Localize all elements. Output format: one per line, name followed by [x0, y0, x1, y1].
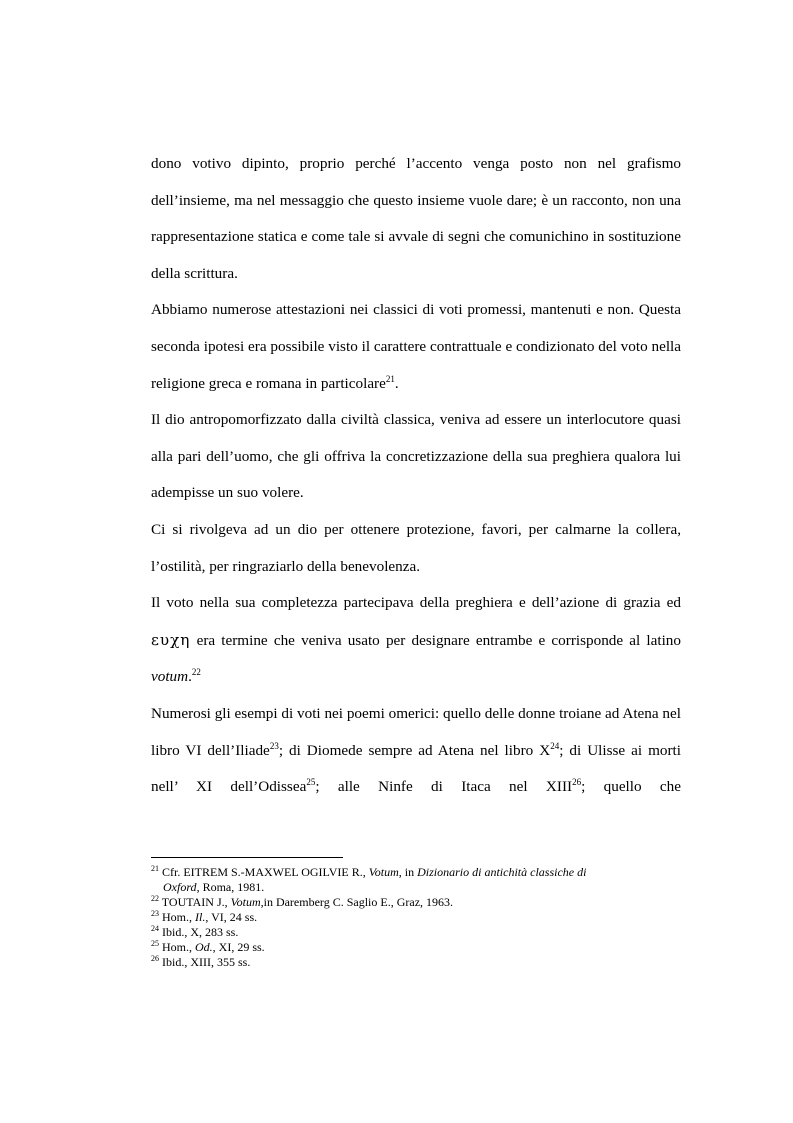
- footnote-ref-25[interactable]: 25: [306, 777, 316, 788]
- paragraph-4: [151, 512, 681, 585]
- footnote-italic: Od.: [195, 940, 213, 954]
- footnote-22: [151, 895, 681, 910]
- footnote-number: 25: [151, 939, 159, 948]
- footnote-number: 23: [151, 909, 159, 918]
- paragraph-2-text: Abbiamo numerose attestazioni nei classici di voti promessi, mantenuti e non. Questa seconda ipotesi era possibile visto il carattere contrattuale e condizionato del voto nella religione greca e romana in particolare: [151, 301, 681, 392]
- footnote-number: 22: [151, 894, 159, 903]
- paragraph-5-end: .: [188, 668, 192, 686]
- footnote-text: , in: [398, 865, 415, 879]
- paragraph-1-text: dono votivo dipinto, proprio perché l’accento venga posto non nel grafismo dell’insieme, ma nel messaggio che questo insieme vuole dare; è un racconto, non una rappresentazione statica e come tale si avvale di segni che comunichino in sostituzione della scrittura.: [151, 155, 681, 282]
- footnote-text: Hom.,: [162, 910, 192, 924]
- paragraph-2-end: .: [394, 374, 399, 392]
- paragraph-4-text: Ci si rivolgeva ad un dio per ottenere protezione, favori, per calmarne la collera, l’ostilità, per ringraziarlo della benevolenza.: [151, 520, 681, 575]
- paragraph-6-text-e: ; quello che: [581, 778, 682, 796]
- footnote-ref-26[interactable]: 26: [572, 777, 582, 788]
- paragraph-6-text-b: ; di Diomede sempre ad Atena nel libro X: [278, 741, 551, 759]
- footnote-text: , XI, 29 ss.: [212, 940, 265, 954]
- footnote-23: [151, 910, 681, 925]
- paragraph-5-text-b: era termine che veniva usato per designare entrambe e corrisponde al latino: [196, 631, 681, 649]
- footnote-italic: Votum,: [230, 895, 264, 909]
- footnote-text: Hom.,: [162, 940, 192, 954]
- footnote-continuation: [151, 880, 681, 895]
- footnote-italic: Oxford: [163, 880, 197, 894]
- footnote-number: 26: [151, 954, 159, 963]
- greek-word: ευχη: [151, 630, 191, 649]
- footnote-text: , VI, 24 ss.: [205, 910, 258, 924]
- footnote-italic: Il.: [195, 910, 206, 924]
- footnote-24: [151, 925, 681, 940]
- paragraph-6-text-c: ; di Ulisse ai morti nell’ XI dell’Odissea: [151, 741, 681, 796]
- paragraph-6-text-d: ; alle Ninfe di Itaca nel XIII: [315, 778, 573, 796]
- footnote-21: [151, 865, 681, 895]
- footnote-text: Cfr. EITREM S.-MAXWEL OGILVIE R.,: [162, 865, 366, 879]
- footnote-text: in Daremberg C. Saglio E., Graz, 1963.: [263, 895, 454, 909]
- footnote-ref-22[interactable]: 22: [191, 667, 201, 678]
- footnote-separator: [151, 857, 343, 858]
- footnote-text: TOUTAIN J.,: [161, 895, 228, 909]
- footnote-italic: Votum: [368, 865, 399, 879]
- paragraph-2: [151, 292, 681, 402]
- footnote-ref-24[interactable]: 24: [550, 740, 560, 751]
- latin-word: votum: [151, 668, 189, 686]
- footnote-italic: Dizionario di antichità classiche di: [417, 865, 587, 879]
- footnotes: [151, 857, 681, 970]
- paragraph-3: [151, 402, 681, 512]
- footnote-text: Ibid., XIII, 355 ss.: [162, 955, 251, 969]
- footnote-ref-23[interactable]: 23: [269, 740, 279, 751]
- paragraph-5: [151, 585, 681, 696]
- footnote-text: , Roma, 1981.: [196, 880, 265, 894]
- body-text: [151, 146, 681, 806]
- paragraph-6-text-a: Numerosi gli esempi di voti nei poemi omerici: quello delle donne troiane ad Atena nel libro VI dell’Iliade: [151, 704, 681, 759]
- footnote-number: 24: [151, 924, 159, 933]
- paragraph-3-text: Il dio antropomorfizzato dalla civiltà classica, veniva ad essere un interlocutore quasi alla pari dell’uomo, che gli offriva la concretizzazione della sua preghiera qualora lui adempisse un suo volere.: [151, 411, 681, 502]
- paragraph-5-text-a: Il voto nella sua completezza partecipava della preghiera e dell’azione di grazia ed: [151, 594, 681, 612]
- footnote-text: Ibid., X, 283 ss.: [162, 925, 239, 939]
- footnote-ref-21[interactable]: 21: [385, 373, 395, 384]
- footnote-25: [151, 940, 681, 955]
- paragraph-1: [151, 146, 681, 292]
- footnote-number: 21: [151, 864, 159, 873]
- paragraph-6: [151, 696, 681, 806]
- footnote-26: [151, 955, 681, 970]
